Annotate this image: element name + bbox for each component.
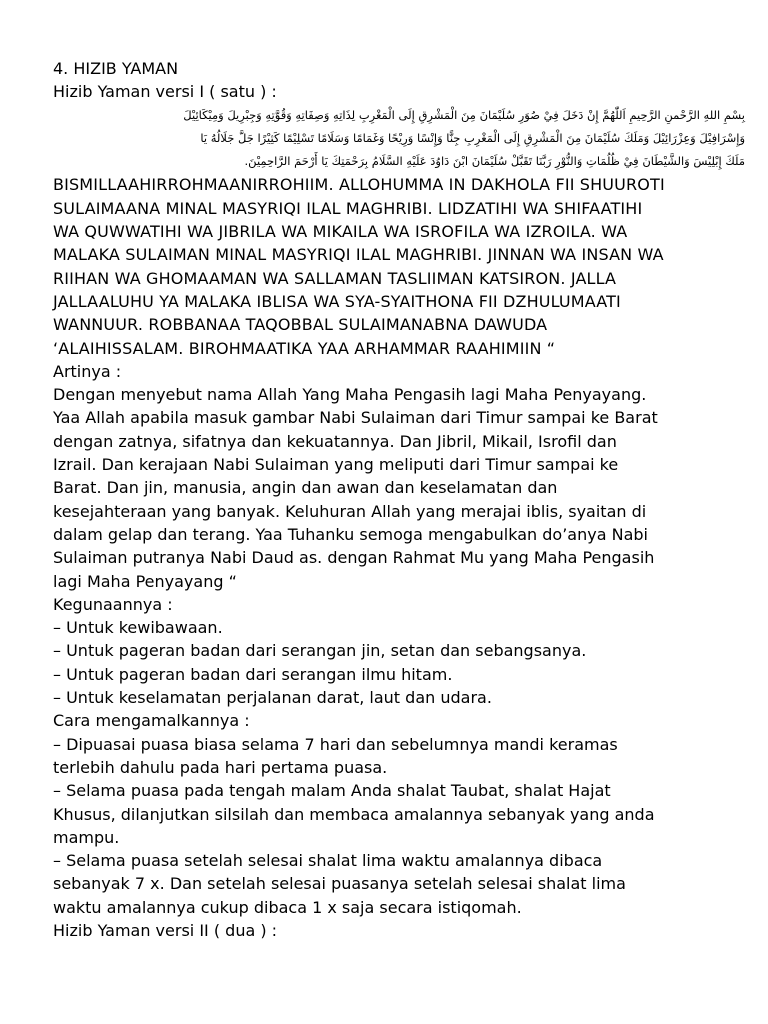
translation-line: Barat. Dan jin, manusia, angin dan awan dan keselamatan dan	[53, 478, 558, 498]
arabic-line: مَلَكَ إِبْلِيْسَ وَالشَّيْطَانَ فِيْ ظُلُمَاتِ وَالنُّوْرِ رَبَّنَا تَقَبَّلْ سُلَيْمَانَ ابْنَ دَاوُدَ عَلَيْهِ السَّلَامُ بِرَحْمَتِكَ يَا أَرْحَمَ الرَّاحِمِيْنَ.	[244, 154, 745, 169]
cara-label: Cara mengamalkannya :	[53, 711, 250, 731]
arabic-line: بِسْمِ اللهِ الرَّحْمنِ الرَّحِيمِ اَللّٰهُمَّ إِنْ دَخَلَ فِيْ صُوَرِ سُلَيْمَانَ مِنَ الْمَشْرِقِ إِلَى الْمَغْرِبِ لِذَاتِهِ وَصِفَاتِهِ وَقُوَّتِهِ وَجِبْرِيلَ وَمِيْكَائِيْلَ	[183, 107, 745, 122]
list-item: – Untuk kewibawaan.	[53, 618, 223, 638]
latin-line: WA QUWWATIHI WA JIBRILA WA MIKAILA WA ISROFILA WA IZROILA. WA	[53, 222, 628, 242]
cara-list	[53, 733, 753, 919]
latin-line: MALAKA SULAIMAN MINAL MASYRIQI ILAL MAGHRIBI. JINNAN WA INSAN WA	[53, 245, 664, 265]
kegunaan-label: Kegunaannya :	[53, 594, 173, 614]
translation-line: lagi Maha Penyayang “	[53, 571, 237, 591]
translation-line: kesejahteraan yang banyak. Keluhuran Allah yang merajai iblis, syaitan di	[53, 501, 647, 521]
document-body	[53, 57, 753, 942]
cara-line: waktu amalannya cukup dibaca 1 x saja secara istiqomah.	[53, 897, 522, 917]
cara-line: mampu.	[53, 827, 120, 847]
latin-line: RIIHAN WA GHOMAAMAN WA SALLAMAN TASLIIMAN KATSIRON. JALLA	[53, 268, 617, 288]
version-2-title: Hizib Yaman versi II ( dua ) :	[53, 920, 278, 940]
latin-line: JALLAALUHU YA MALAKA IBLISA WA SYA-SYAITHONA FII DZHULUMAATI	[53, 291, 621, 311]
cara-line: – Selama puasa setelah selesai shalat lima waktu amalannya dibaca	[53, 851, 603, 871]
translation-line: Sulaiman putranya Nabi Daud as. dengan Rahmat Mu yang Maha Pengasih	[53, 548, 655, 568]
cara-line: – Dipuasai puasa biasa selama 7 hari dan sebelumnya mandi keramas	[53, 734, 618, 754]
latin-line: ‘ALAIHISSALAM. BIROHMAATIKA YAA ARHAMMAR RAAHIMIIN “	[53, 338, 556, 358]
translation-line: Izrail. Dan kerajaan Nabi Sulaiman yang meliputi dari Timur sampai ke	[53, 455, 619, 475]
arabic-text-block	[53, 104, 753, 174]
arabic-line: وَإِسْرَافِيْلَ وَعِزْرَائِيْلَ وَمَلَكَ سُلَيْمَانَ مِنَ الْمَشْرِقِ إِلَى الْمَغْرِبِ جِنًّا وَإِنْسًا وَرِيْحًا وَغَمَامًا وَسَلَامًا تَسْلِيْمًا كَثِيْرًا جَلَّ جَلَالُهُ يَا	[200, 130, 745, 145]
cara-line: – Selama puasa pada tengah malam Anda shalat Taubat, shalat Hajat	[53, 781, 611, 801]
translation-line: dalam gelap dan terang. Yaa Tuhanku semoga mengabulkan do’anya Nabi	[53, 524, 648, 544]
cara-line: Khusus, dilanjutkan silsilah dan membaca amalannya sebanyak yang anda	[53, 804, 655, 824]
kegunaan-list	[53, 616, 753, 709]
list-item: – Untuk pageran badan dari serangan ilmu hitam.	[53, 664, 453, 684]
translation-line: Dengan menyebut nama Allah Yang Maha Pengasih lagi Maha Penyayang.	[53, 385, 647, 405]
latin-line: WANNUUR. ROBBANAA TAQOBBAL SULAIMANABNA DAWUDA	[53, 315, 548, 335]
version-1-title: Hizib Yaman versi I ( satu ) :	[53, 82, 277, 102]
artinya-label: Artinya :	[53, 361, 122, 381]
translation-line: dengan zatnya, sifatnya dan kekuatannya. Dan Jibril, Mikail, Isrofil dan	[53, 431, 617, 451]
translation-block	[53, 383, 753, 593]
cara-line: sebanyak 7 x. Dan setelah selesai puasanya setelah selesai shalat lima	[53, 874, 626, 894]
translation-line: Yaa Allah apabila masuk gambar Nabi Sulaiman dari Timur sampai ke Barat	[53, 408, 658, 428]
section-heading: 4. HIZIB YAMAN	[53, 59, 179, 78]
list-item: – Untuk pageran badan dari serangan jin, setan dan sebangsanya.	[53, 641, 587, 661]
latin-transliteration-block	[53, 173, 753, 359]
latin-line: BISMILLAAHIRROHMAANIRROHIIM. ALLOHUMMA IN DAKHOLA FII SHUUROTI	[53, 175, 665, 195]
latin-line: SULAIMAANA MINAL MASYRIQI ILAL MAGHRIBI. LIDZATIHI WA SHIFAATIHI	[53, 198, 643, 218]
cara-line: terlebih dahulu pada hari pertama puasa.	[53, 757, 388, 777]
list-item: – Untuk keselamatan perjalanan darat, laut dan udara.	[53, 688, 492, 708]
